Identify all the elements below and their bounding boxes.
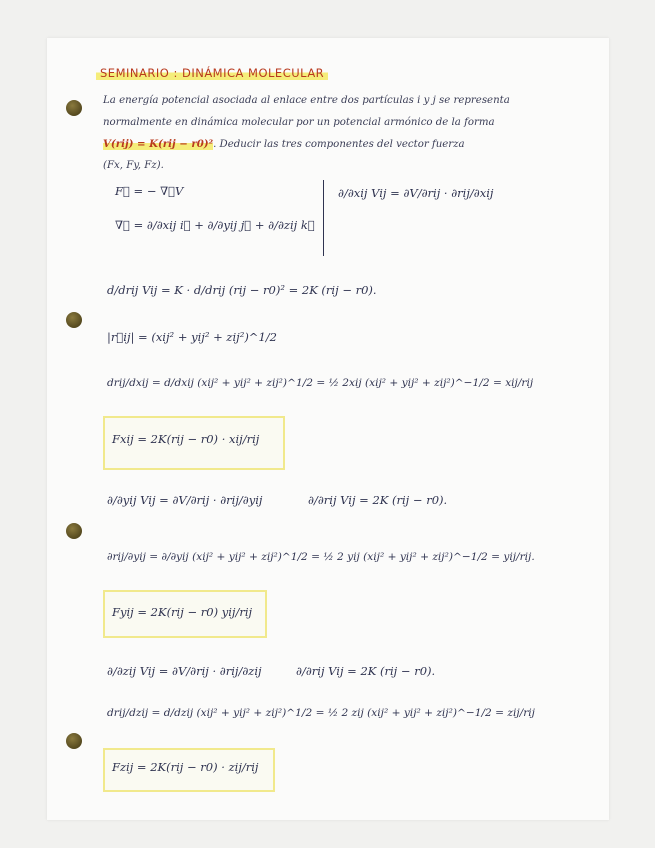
force-z-result: Fzij = 2K(rij − r0) · zij/rij (112, 760, 259, 774)
potential-derivative: d/drij Vij = K · d/drij (rij − r0)² = 2K (rij − r0). (107, 283, 377, 297)
chain-rule-z: ∂/∂zij Vij = ∂V/∂rij · ∂rij/∂zij (107, 664, 262, 678)
intro-line-1: La energía potencial asociada al enlace entre dos partículas i y j se representa (103, 95, 510, 106)
binder-hole (66, 100, 82, 116)
chain-rule-y: ∂/∂yij Vij = ∂V/∂rij · ∂rij/∂yij (107, 493, 263, 507)
column-divider (323, 180, 324, 256)
chain-rule-x: ∂/∂xij Vij = ∂V/∂rij · ∂rij/∂xij (338, 186, 494, 200)
dr-dz-derivation: drij/dzij = d/dzij (xij² + yij² + zij²)^1/2 = ½ 2 zij (xij² + yij² + zij²)^−1/2 = zij/rij (107, 707, 535, 719)
potential-derivative-y: ∂/∂rij Vij = 2K (rij − r0). (308, 493, 448, 507)
distance-modulus: |r⃗ij| = (xij² + yij² + zij²)^1/2 (107, 330, 277, 344)
dr-dy-derivation: ∂rij/∂yij = ∂/∂yij (xij² + yij² + zij²)^1/2 = ½ 2 yij (xij² + yij² + zij²)^−1/2 = yij/rij. (107, 551, 535, 563)
force-y-result: Fyij = 2K(rij − r0) yij/rij (112, 605, 253, 619)
force-definition: F⃗ = − ∇⃗V (115, 184, 184, 198)
nabla-definition: ∇⃗ = ∂/∂xij i⃗ + ∂/∂yij j⃗ + ∂/∂zij k⃗ (115, 218, 315, 232)
intro-line-3: V(rij) = K(rij − r0)². Deducir las tres componentes del vector fuerza (103, 138, 465, 150)
binder-hole (66, 733, 82, 749)
dr-dx-derivation: drij/dxij = d/dxij (xij² + yij² + zij²)^1/2 = ½ 2xij (xij² + yij² + zij²)^−1/2 = xij/rij (107, 377, 534, 389)
page-title: SEMINARIO : DINÁMICA MOLECULAR (96, 66, 328, 80)
force-x-result: Fxij = 2K(rij − r0) · xij/rij (112, 432, 260, 446)
binder-hole (66, 312, 82, 328)
binder-hole (66, 523, 82, 539)
potential-derivative-z: ∂/∂rij Vij = 2K (rij − r0). (296, 664, 436, 678)
intro-line-4: (Fx, Fy, Fz). (103, 160, 164, 171)
potential-formula: V(rij) = K(rij − r0)² (103, 138, 214, 150)
intro-line-2: normalmente en dinámica molecular por un potencial armónico de la forma (103, 117, 495, 128)
